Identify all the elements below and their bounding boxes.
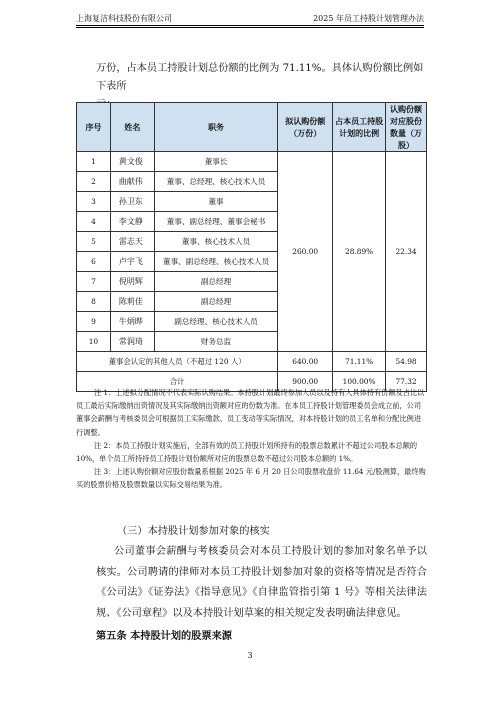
cell-seq: 3 (77, 192, 111, 212)
article-5-title: 第五条 本持股计划的股票来源 (96, 631, 232, 642)
cell-role: 副总经理、核心技术人员 (154, 312, 278, 332)
subscription-table (76, 102, 427, 392)
col-header-name: 姓名 (110, 103, 154, 152)
cell-name: 李文静 (110, 212, 154, 232)
cell-role: 董事、总经理、核心技术人员 (154, 172, 278, 192)
header-rule (76, 25, 424, 26)
cell-role: 董事 (154, 192, 278, 212)
cell-total-ratio: 100.00% (333, 372, 386, 392)
cell-name: 卢宇飞 (110, 252, 154, 272)
cell-name: 牛炳晔 (110, 312, 154, 332)
cell-seq: 4 (77, 212, 111, 232)
col-header-role: 职务 (154, 103, 278, 152)
cell-seq: 9 (77, 312, 111, 332)
page-number: 3 (247, 651, 253, 660)
cell-role: 董事、副总经理、董事会秘书 (154, 212, 278, 232)
intro-line-1: 万份，占本员工持股计划总份额的比例为 71.11%。具体认购份额比例如下表所 (96, 63, 424, 92)
cell-role: 董事长 (154, 152, 278, 172)
cell-seq: 10 (77, 332, 111, 352)
table-row (77, 152, 427, 172)
header-rule-thin (76, 27, 424, 28)
header-doc-title: 2025 年员工持股计划管理办法 (313, 14, 424, 23)
cell-name: 常润琦 (110, 332, 154, 352)
cell-total-amount: 900.00 (278, 372, 333, 392)
table-header-row (77, 103, 427, 152)
cell-role: 副总经理 (154, 272, 278, 292)
cell-seq: 2 (77, 172, 111, 192)
section-3-title: （三）本持股计划参加对象的核实 (117, 526, 270, 537)
cell-name: 曲献伟 (110, 172, 154, 192)
cell-seq: 7 (77, 272, 111, 292)
col-header-seq: 序号 (77, 103, 111, 152)
cell-role: 财务总监 (154, 332, 278, 352)
section-3-body: 公司董事会薪酬与考核委员会对本员工持股计划的参加对象名单予以核实。公司聘请的律师对本员工持股计划参加对象的资格等情况是否符合《公司法》《证券法》《指导意见》《自律监管指引第 1 号》等相关法律法规、《公司章程》以及本持股计划草案的相关规定发表明确法律意见。 (96, 546, 427, 619)
cell-group-ratio: 28.89% (333, 152, 386, 352)
note-3: 注 3：上述认购份额对应股份数量系根据 2025 年 6 月 20 日公司股票收盘价 11.64 元/股测算，最终购买的股票价格及股票数量以实际交易结果为准。 (76, 467, 426, 490)
col-header-amount: 拟认购份额（万份） (278, 103, 333, 152)
cell-name: 孙卫东 (110, 192, 154, 212)
cell-group-amount: 260.00 (278, 152, 333, 352)
page-header (76, 8, 424, 24)
table-notes (76, 386, 427, 492)
cell-role: 副总经理 (154, 292, 278, 312)
cell-others-ratio: 71.11% (333, 352, 386, 372)
cell-name: 倪明辉 (110, 272, 154, 292)
cell-others-shares: 54.98 (386, 352, 427, 372)
cell-others-amount: 640.00 (278, 352, 333, 372)
cell-seq: 8 (77, 292, 111, 312)
cell-total-shares: 77.32 (386, 372, 427, 392)
col-header-ratio: 占本员工持股计划的比例 (333, 103, 386, 152)
header-company: 上海复洁科技股份有限公司 (76, 14, 172, 23)
cell-others-label: 董事会认定的其他人员（不超过 120 人） (77, 352, 278, 372)
cell-name: 雷志天 (110, 232, 154, 252)
cell-role: 董事、副总经理、核心技术人员 (154, 252, 278, 272)
cell-name: 陈莉佳 (110, 292, 154, 312)
cell-group-shares: 22.34 (386, 152, 427, 352)
cell-seq: 5 (77, 232, 111, 252)
cell-seq: 6 (77, 252, 111, 272)
cell-role: 董事、核心技术人员 (154, 232, 278, 252)
note-1: 注 1：上述拟分配情况不代表实际认购结果。本持股计划最终参加人员以及持有人具体持有份额及占比以员工最后实际缴纳出资情况及其实际缴纳出资额对应的份数为准。在本员工持股计划管理委员会成立前，公司董事会薪酬与考核委员会可根据员工实际缴款、员工变动等实际情况，对本持股计划的员工名单和分配比例进行调整。 (76, 388, 425, 437)
table-row-others (77, 352, 427, 372)
col-header-shares: 认购份额对应股份数量（万股） (386, 103, 427, 152)
cell-seq: 1 (77, 152, 111, 172)
note-2: 注 2：本员工持股计划实施后，全部有效的员工持股计划所持有的股票总数累计不超过公司股本总额的 10%，单个员工所持持员工持股计划份额所对应的股票总数不超过公司股本总额的 1%。 (76, 440, 418, 464)
cell-total-label: 合计 (77, 372, 278, 392)
cell-name: 黄文俊 (110, 152, 154, 172)
